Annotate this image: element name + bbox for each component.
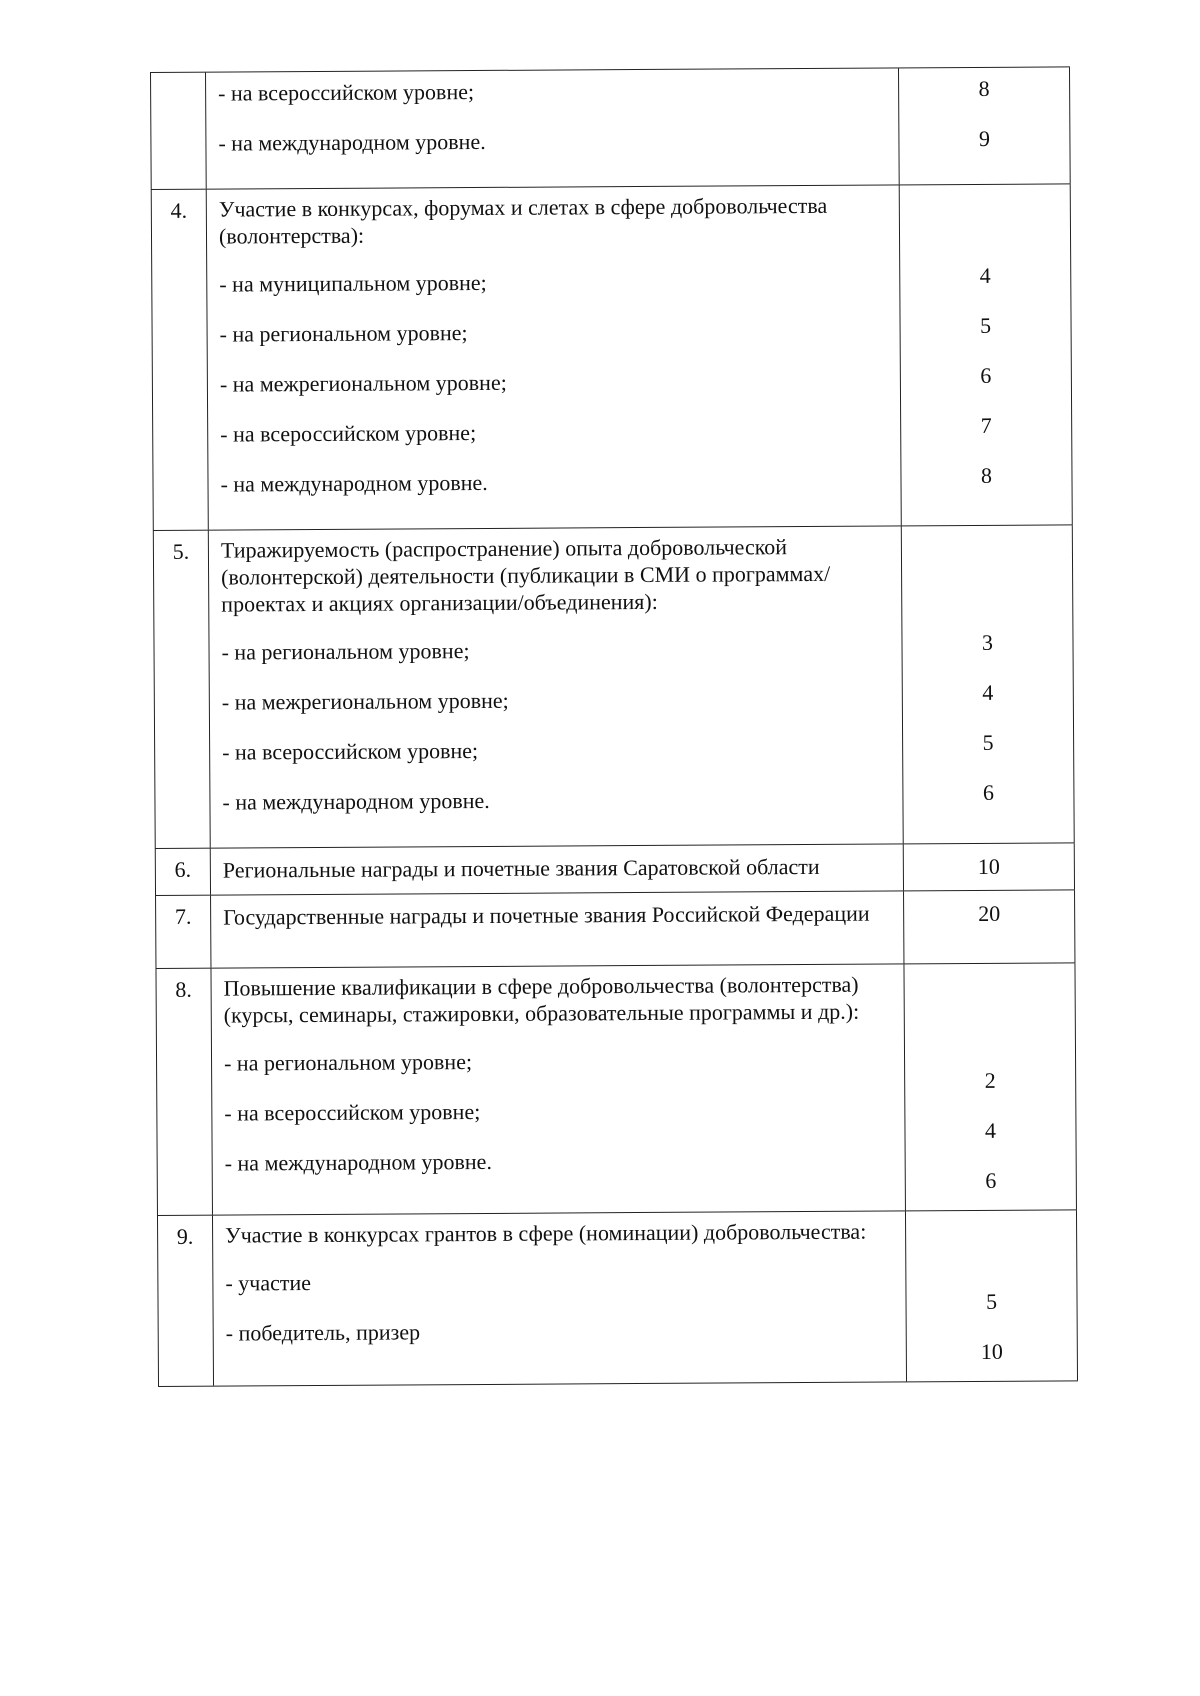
row-number <box>150 73 207 189</box>
table-row <box>157 1210 1078 1387</box>
table-row <box>153 525 1075 849</box>
criterion-cell <box>206 68 899 188</box>
table-row <box>155 890 1075 969</box>
score-value: 5 <box>982 729 994 755</box>
criterion-title: Государственные награды и почетные звания Российской Федерации <box>223 900 870 930</box>
score-value: 4 <box>982 679 994 705</box>
score-value: 3 <box>981 629 994 655</box>
criterion-title: Участие в конкурсах грантов в сфере (номинации) добровольчества: <box>225 1218 867 1248</box>
criterion-level: - на международном уровне. <box>224 1148 492 1176</box>
score-value: 5 <box>985 1288 998 1314</box>
criterion-level: - на региональном уровне; <box>221 638 470 665</box>
score-value: 6 <box>985 1167 997 1193</box>
criterion-cell <box>211 891 903 967</box>
criteria-table <box>150 66 1078 1387</box>
score-cell <box>903 890 1075 963</box>
criterion-title: Повышение квалификации в сфере добровольчества (волонтерства) (курсы, семинары, стажировки, образовательные программы и др.): <box>223 971 860 1028</box>
score-value: 6 <box>980 362 992 388</box>
table-row <box>151 184 1073 531</box>
criteria-table-scan <box>150 66 1078 1387</box>
score-value: 5 <box>979 312 992 338</box>
criterion-level: - на международном уровне. <box>222 787 490 815</box>
criterion-level: - на муниципальном уровне; <box>219 269 487 297</box>
score-value: 10 <box>980 1338 1003 1364</box>
criterion-level: - на международном уровне. <box>218 128 486 156</box>
criterion-title: Участие в конкурсах, форумах и слетах в сфере добровольчества (волонтерства): <box>218 192 828 249</box>
score-value: 8 <box>980 462 993 488</box>
criterion-cell <box>211 844 903 894</box>
criterion-level: - на всероссийском уровне; <box>220 420 477 447</box>
criterion-level: - победитель, призер <box>225 1319 421 1346</box>
criterion-title: Тиражируемость (распространение) опыта добровольческой (волонтерской) деятельности (публикации в СМИ о программах/проектах и акциях организации/объединения): <box>220 534 831 617</box>
table-row <box>155 843 1075 896</box>
criterion-level: - на всероссийском уровне; <box>218 79 475 106</box>
row-number: 9. <box>157 1216 214 1386</box>
criterion-cell <box>207 185 901 529</box>
row-number: 4. <box>151 190 209 530</box>
score-cell <box>905 1210 1078 1381</box>
score-cell <box>903 963 1076 1210</box>
criterion-level: - на всероссийском уровне; <box>222 738 479 765</box>
score-value: 4 <box>984 1117 997 1143</box>
criterion-level: - на региональном уровне; <box>219 320 468 347</box>
score-cell <box>898 67 1071 184</box>
score-value: 20 <box>978 900 1001 926</box>
row-number: 8. <box>155 969 213 1215</box>
criterion-cell <box>213 1211 906 1385</box>
score-cell <box>903 843 1075 890</box>
score-value: 9 <box>978 125 990 151</box>
table-row <box>155 963 1076 1216</box>
score-value: 4 <box>979 262 991 288</box>
criterion-level: - на межрегиональном уровне; <box>219 369 507 397</box>
criterion-title: Региональные награды и почетные звания Саратовской области <box>222 853 820 883</box>
criterion-level: - на всероссийском уровне; <box>224 1099 481 1126</box>
score-value: 7 <box>980 412 992 438</box>
score-cell <box>901 525 1075 843</box>
row-number: 5. <box>153 531 211 848</box>
score-value: 10 <box>977 853 1000 879</box>
row-number: 6. <box>155 849 211 895</box>
criterion-cell <box>209 526 903 847</box>
criterion-level: - участие <box>225 1270 312 1296</box>
score-value: 2 <box>984 1067 996 1093</box>
row-number: 7. <box>155 896 211 968</box>
score-value: 8 <box>978 75 990 101</box>
score-value: 6 <box>982 779 994 805</box>
score-cell <box>899 184 1073 525</box>
criterion-level: - на международном уровне. <box>220 469 488 497</box>
criterion-level: - на межрегиональном уровне; <box>221 687 509 715</box>
criterion-cell <box>211 964 904 1214</box>
table-row <box>150 66 1071 190</box>
criterion-level: - на региональном уровне; <box>223 1049 473 1076</box>
